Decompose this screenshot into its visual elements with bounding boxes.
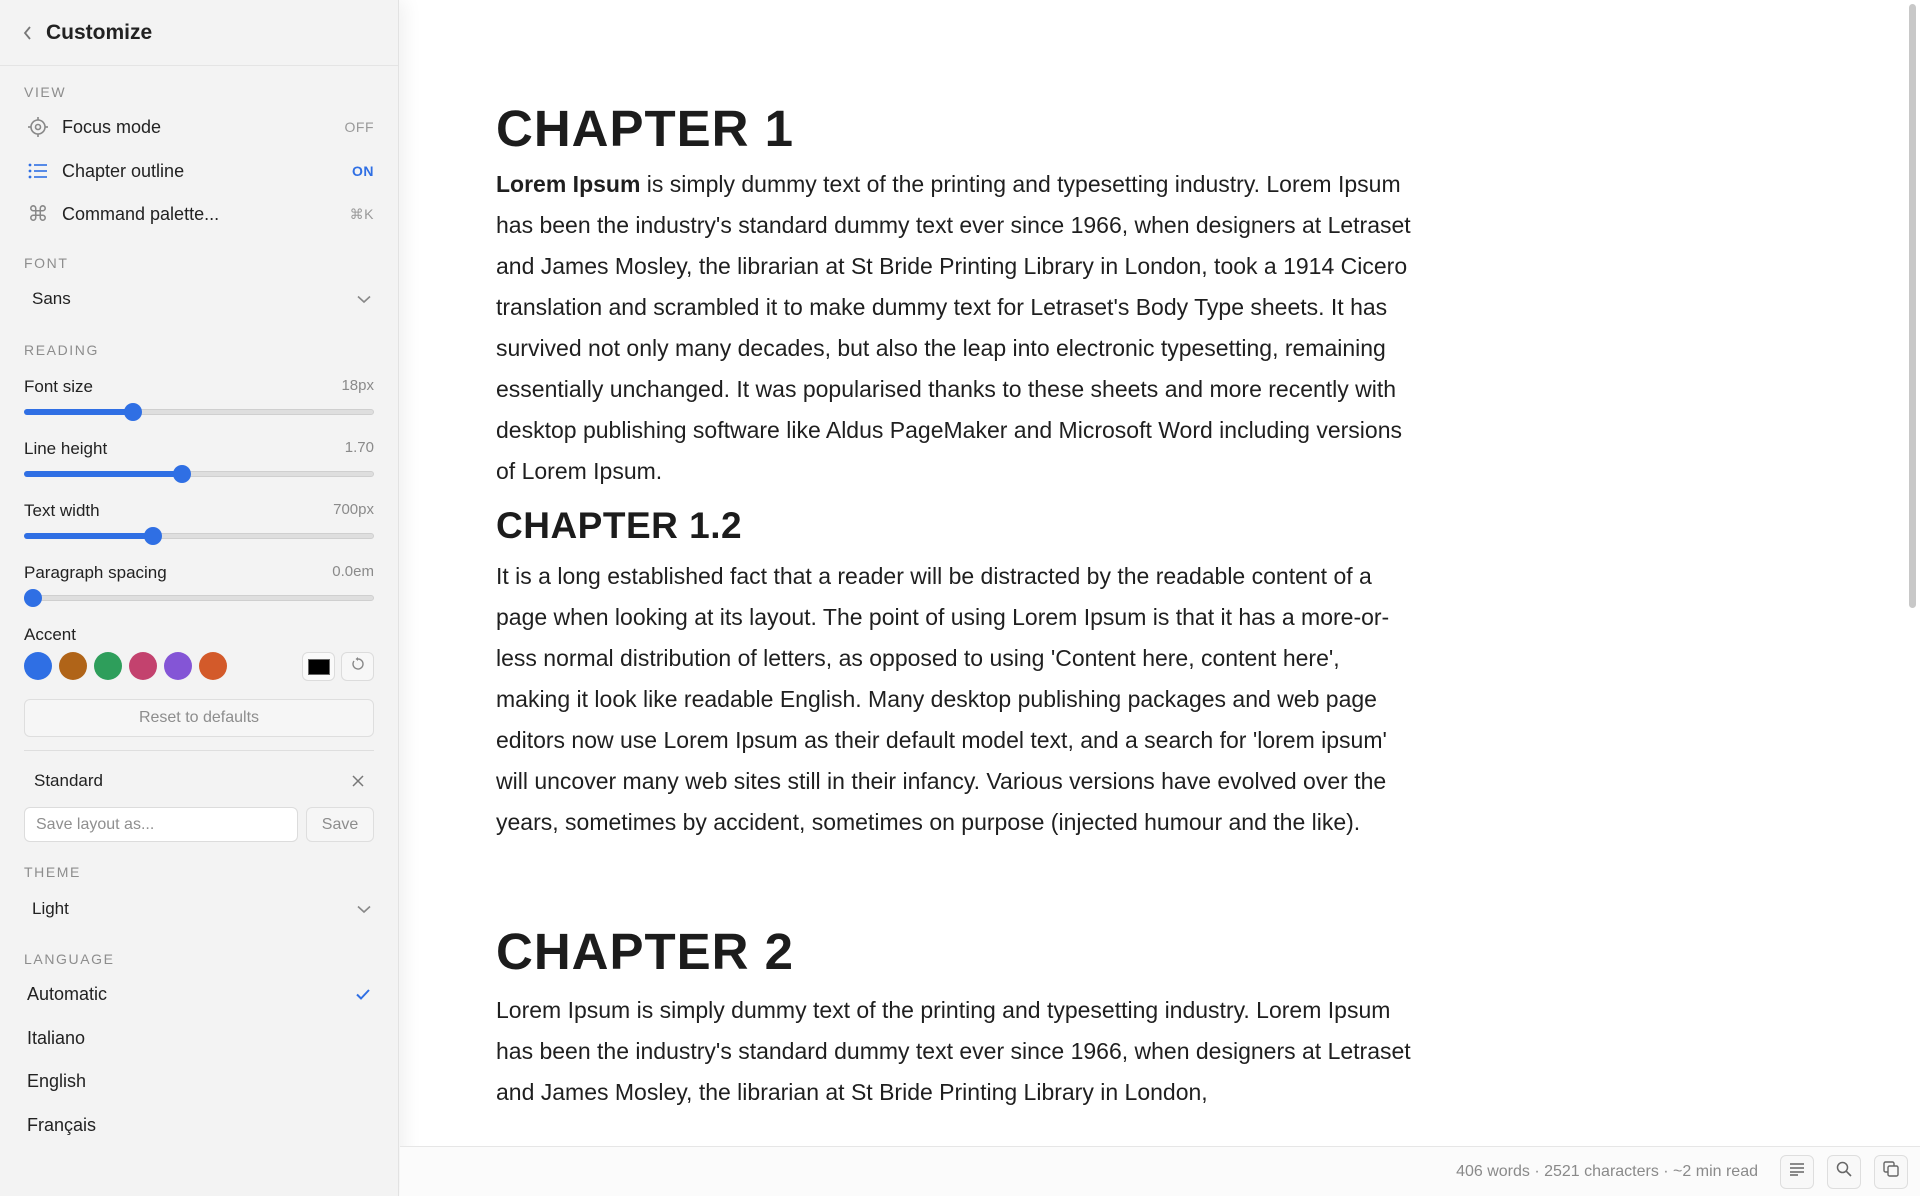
search-icon (1836, 1161, 1852, 1182)
line-height-row (24, 439, 374, 459)
focus-mode-label: Focus mode (62, 116, 162, 137)
command-palette-shortcut: ⌘K (349, 205, 374, 222)
command-icon: ⌘ (27, 202, 49, 226)
chapter-2-paragraph: Lorem Ipsum is simply dummy text of the printing and typesetting industry. Lorem Ipsum has been the industry's standard dummy text ever since 1966, when designers at Letraset and James Mosley, the librarian at St Bride Printing Library in London, (496, 996, 1411, 1105)
accent-label: Accent (24, 625, 76, 644)
line-height-slider[interactable] (24, 465, 374, 483)
chevron-down-icon (354, 289, 374, 309)
saved-layout-row[interactable] (24, 763, 374, 799)
language-label: Italiano (27, 1027, 86, 1048)
chapter-1-heading: CHAPTER 1 (496, 100, 795, 157)
scrollbar[interactable] (1909, 4, 1916, 608)
language-option-francais[interactable] (24, 1107, 374, 1143)
section-label-view: VIEW (24, 84, 67, 100)
search-button[interactable] (1827, 1155, 1861, 1189)
save-layout-button[interactable]: Save (306, 807, 374, 842)
accent-swatch[interactable] (94, 652, 122, 680)
status-bar (400, 1146, 1920, 1196)
font-size-label: Font size (24, 377, 93, 396)
lines-icon (1789, 1162, 1805, 1181)
focus-mode-toggle[interactable] (24, 109, 374, 145)
text-width-value: 700px (333, 501, 374, 518)
sidebar-title: Customize (46, 20, 153, 44)
font-size-row (24, 377, 374, 397)
list-icon (24, 157, 52, 185)
font-size-slider[interactable] (24, 403, 374, 421)
line-height-label: Line height (24, 439, 108, 458)
reset-icon (351, 657, 365, 676)
focus-mode-value: OFF (344, 119, 374, 135)
text-width-label: Text width (24, 501, 100, 520)
paragraph-spacing-label: Paragraph spacing (24, 563, 167, 582)
section-label-font: FONT (24, 255, 69, 271)
chapter-1-2-paragraph: It is a long established fact that a reader will be distracted by the readable content of a page when looking at its layout. The point of using Lorem Ipsum is that it has a more-or-less normal distribution of letters, as opposed to using 'Content here, content here', making it look like readable English. Many desktop publishing packages and web page editors now use Lorem Ipsum as their default model text, and a search for 'lorem ipsum' will uncover many web sites still in their infancy. Various versions have evolved over the years, sometimes by accident, sometimes on purpose (injected humour and the like). (496, 563, 1390, 836)
chevron-down-icon (354, 899, 374, 919)
slider-thumb[interactable] (24, 589, 42, 607)
slider-thumb[interactable] (173, 465, 191, 483)
text-width-row (24, 501, 374, 521)
font-size-value: 18px (341, 377, 374, 394)
language-label: Automatic (27, 983, 108, 1004)
chapter-1-paragraph (496, 164, 1416, 492)
language-option-italiano[interactable] (24, 1020, 374, 1056)
accent-swatch[interactable] (59, 652, 87, 680)
document-stats: 406 words · 2521 characters · ~2 min read (1456, 1162, 1758, 1180)
accent-swatch[interactable] (129, 652, 157, 680)
sidebar-header (0, 0, 398, 66)
custom-color-chip (308, 659, 330, 675)
text-width-slider[interactable] (24, 527, 374, 545)
outline-button[interactable] (1780, 1155, 1814, 1189)
chapter-1-2-heading: CHAPTER 1.2 (496, 505, 743, 547)
chapter-outline-toggle[interactable] (24, 153, 374, 189)
chevron-left-icon[interactable] (20, 26, 34, 40)
save-layout-input[interactable] (24, 807, 298, 842)
document-area[interactable] (400, 0, 1920, 1146)
language-option-english[interactable] (24, 1063, 374, 1099)
chapter-2-heading: CHAPTER 2 (496, 923, 795, 981)
paragraph-spacing-row (24, 563, 374, 583)
chapter-outline-label: Chapter outline (62, 160, 185, 181)
accent-swatches (24, 652, 227, 680)
font-select-value: Sans (32, 289, 71, 308)
language-label: English (27, 1070, 87, 1091)
bold-lead: Lorem Ipsum (496, 171, 641, 198)
slider-thumb[interactable] (144, 527, 162, 545)
chapter-outline-value: ON (352, 163, 374, 179)
language-option-automatic[interactable] (24, 976, 374, 1012)
command-palette-button[interactable] (24, 196, 374, 232)
paragraph-spacing-slider[interactable] (24, 589, 374, 607)
checkmark-icon (354, 985, 372, 1003)
accent-swatch[interactable] (164, 652, 192, 680)
font-select[interactable] (24, 281, 374, 317)
line-height-value: 1.70 (344, 439, 374, 456)
target-icon (24, 113, 52, 141)
document-content[interactable] (496, 96, 1416, 1113)
paragraph-spacing-value: 0.0em (332, 563, 374, 580)
reset-color-button[interactable] (341, 652, 374, 681)
copy-button[interactable] (1874, 1155, 1908, 1189)
theme-select[interactable] (24, 891, 374, 927)
paragraph-text: is simply dummy text of the printing and typesetting industry. Lorem Ipsum has been the industry's standard dummy text ever since 1966, when designers at Letraset and James Mosley, the librarian at St Bride Printing Library in London, took a 1914 Cicero translation and scrambled it to make dummy text for Letraset's Body Type sheets. It has survived not only many decades, but also the leap into electronic typesetting, remaining essentially unchanged. It was popularised thanks to these sheets and more recently with desktop publishing software like Aldus PageMaker and Microsoft Word including versions of Lorem Ipsum. (496, 171, 1411, 485)
accent-swatch[interactable] (199, 652, 227, 680)
close-icon[interactable] (348, 771, 368, 791)
divider (24, 750, 374, 751)
saved-layout-name: Standard (34, 771, 103, 790)
accent-swatch[interactable] (24, 652, 52, 680)
reset-to-defaults-button[interactable]: Reset to defaults (24, 699, 374, 737)
customize-sidebar (0, 0, 399, 1196)
section-label-language: LANGUAGE (24, 951, 115, 967)
custom-color-picker[interactable] (302, 652, 335, 681)
language-label: Français (27, 1114, 97, 1135)
command-palette-label: Command palette... (62, 203, 220, 224)
section-label-theme: THEME (24, 864, 81, 880)
section-label-reading: READING (24, 342, 99, 358)
slider-thumb[interactable] (124, 403, 142, 421)
copy-icon (1883, 1161, 1899, 1182)
theme-select-value: Light (32, 899, 69, 918)
